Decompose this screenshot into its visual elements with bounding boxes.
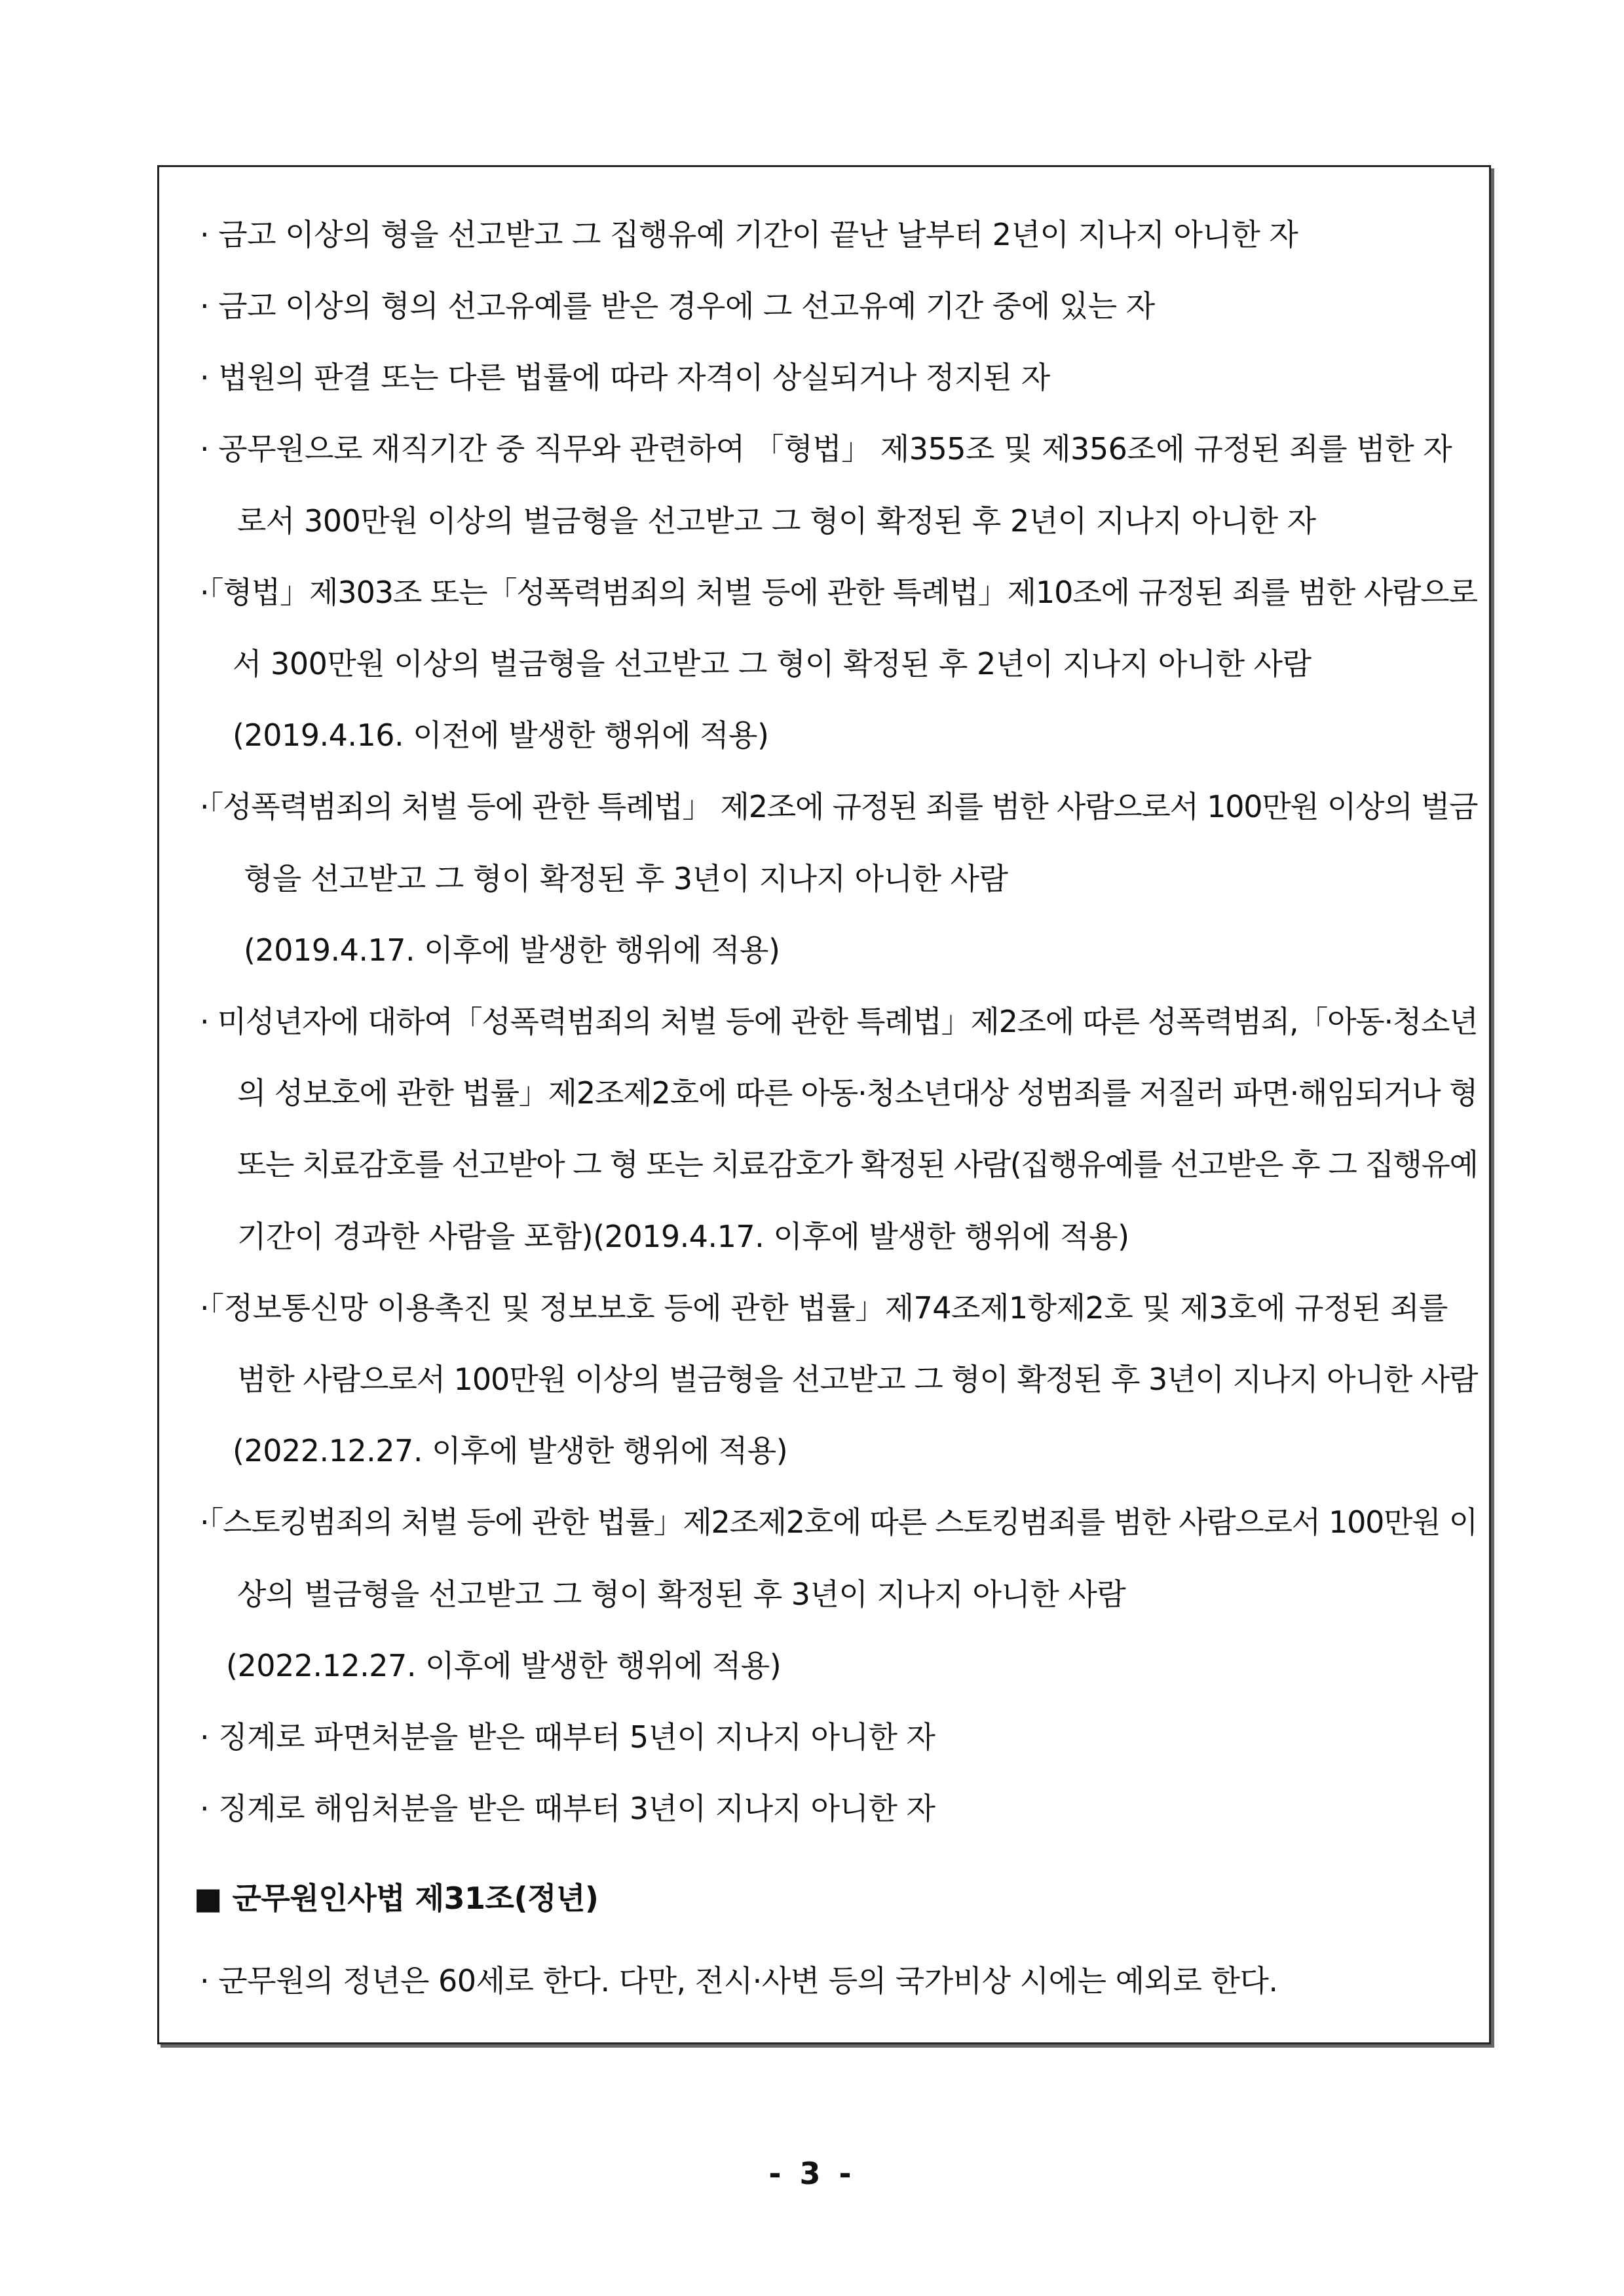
text-line: 서 300만원 이상의 벌금형을 선고받고 그 형이 확정된 후 2년이 지나지 아니한 사람 xyxy=(233,646,1312,681)
text-line: · 금고 이상의 형의 선고유예를 받은 경우에 그 선고유예 기간 중에 있는 자 xyxy=(200,288,1155,324)
text-line: 로서 300만원 이상의 벌금형을 선고받고 그 형이 확정된 후 2년이 지나지 아니한 자 xyxy=(237,503,1316,539)
text-line: · 징계로 해임처분을 받은 때부터 3년이 지나지 아니한 자 xyxy=(200,1791,935,1826)
text-line: 또는 치료감호를 선고받아 그 형 또는 치료감호가 확정된 사람(집행유예를 선고받은 후 그 집행유예 xyxy=(237,1147,1478,1182)
text-line: ·「성폭력범죄의 처벌 등에 관한 특례법」 제2조에 규정된 죄를 범한 사람으로서 100만원 이상의 벌금 xyxy=(200,789,1478,824)
text-line: 기간이 경과한 사람을 포함)(2019.4.17. 이후에 발생한 행위에 적용) xyxy=(237,1219,1129,1254)
text-line: (2022.12.27. 이후에 발생한 행위에 적용) xyxy=(226,1648,782,1683)
page-number: - 3 - xyxy=(768,2156,856,2191)
text-line: ·「정보통신망 이용촉진 및 정보보호 등에 관한 법률」제74조제1항제2호 및 제3호에 규정된 죄를 xyxy=(200,1290,1448,1326)
text-line: ·「스토킹범죄의 처벌 등에 관한 법률」제2조제2호에 따른 스토킹범죄를 범한 사람으로서 100만원 이 xyxy=(200,1504,1477,1540)
text-line: · 금고 이상의 형을 선고받고 그 집행유예 기간이 끝난 날부터 2년이 지나지 아니한 자 xyxy=(200,217,1298,252)
text-line: · 공무원으로 재직기간 중 직무와 관련하여 「형법」 제355조 및 제356조에 규정된 죄를 범한 자 xyxy=(200,431,1452,467)
text-line: (2022.12.27. 이후에 발생한 행위에 적용) xyxy=(233,1433,788,1468)
text-line: 형을 선고받고 그 형이 확정된 후 3년이 지나지 아니한 사람 xyxy=(244,861,1008,896)
text-line: 상의 벌금형을 선고받고 그 형이 확정된 후 3년이 지나지 아니한 사람 xyxy=(237,1577,1126,1612)
text-line: 범한 사람으로서 100만원 이상의 벌금형을 선고받고 그 형이 확정된 후 3년이 지나지 아니한 사람 xyxy=(237,1362,1478,1397)
section-text-line: · 군무원의 정년은 60세로 한다. 다만, 전시·사변 등의 국가비상 시에는 예외로 한다. xyxy=(200,1963,1278,1999)
text-line: (2019.4.17. 이후에 발생한 행위에 적용) xyxy=(244,932,780,968)
text-line: ·「형법」제303조 또는「성폭력범죄의 처벌 등에 관한 특례법」제10조에 규정된 죄를 범한 사람으로 xyxy=(200,575,1477,610)
text-line: · 법원의 판결 또는 다른 법률에 따라 자격이 상실되거나 정지된 자 xyxy=(200,360,1050,395)
text-line: · 미성년자에 대하여「성폭력범죄의 처벌 등에 관한 특례법」제2조에 따른 성폭력범죄,「아동·청소년 xyxy=(200,1004,1478,1039)
text-line: 의 성보호에 관한 법률」제2조제2호에 따른 아동·청소년대상 성범죄를 저질러 파면·해임되거나 형 xyxy=(237,1075,1478,1111)
section-heading: ■ 군무원인사법 제31조(정년) xyxy=(194,1881,599,1916)
text-line: (2019.4.16. 이전에 발생한 행위에 적용) xyxy=(233,718,769,753)
text-line: · 징계로 파면처분을 받은 때부터 5년이 지나지 아니한 자 xyxy=(200,1719,935,1755)
